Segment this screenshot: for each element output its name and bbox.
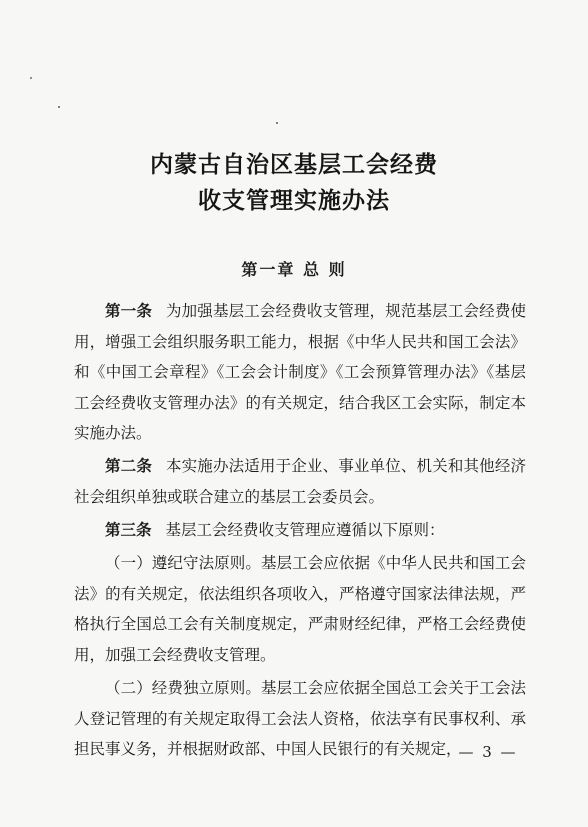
- paragraph-text: 本实施办法适用于企业、事业单位、机关和其他经济社会组织单独或联合建立的基层工会委员会。: [74, 457, 526, 507]
- paragraph-text: （一）遵纪守法原则。基层工会应依据《中华人民共和国工会法》的有关规定，依法组织各项收入，严格遵守国家法律法规，严格执行全国总工会有关制度规定，严肃财经纪律，严格工会经费使用，加强工会经费收支管理。: [74, 554, 526, 665]
- paragraph-article-2: [74, 451, 526, 512]
- paragraph-text: 基层工会经费收支管理应遵循以下原则：: [165, 521, 445, 540]
- article-label: 第一条: [105, 302, 152, 320]
- article-label: 第三条: [105, 521, 152, 540]
- chapter-heading: 第一章 总 则: [241, 260, 347, 279]
- paragraph-clause-1: [74, 548, 526, 670]
- document-title-line-1: 内蒙古自治区基层工会经费: [150, 152, 438, 178]
- paragraph-text: （二）经费独立原则。基层工会应依据全国总工会关于工会法人登记管理的有关规定取得工会法人资格，依法享有民事权利、承担民事义务，并根据财政部、中国人民银行的有关规定，: [74, 679, 526, 759]
- paragraph-article-1: [74, 296, 526, 449]
- page-number: — 3 —: [458, 743, 518, 761]
- document-body: [74, 296, 526, 767]
- paragraph-text: 为加强基层工会经费收支管理，规范基层工会经费使用，增强工会组织服务职工能力，根据《中华人民共和国工会法》和《中国工会章程》《工会会计制度》《工会预算管理办法》《基层工会经费收支管理办法》的有关规定，结合我区工会实际，制定本实施办法。: [74, 302, 526, 443]
- article-label: 第二条: [105, 457, 152, 476]
- document-title-line-2: 收支管理实施办法: [198, 188, 390, 214]
- paragraph-article-3: [74, 515, 526, 546]
- scan-speck: [30, 77, 32, 79]
- scan-speck: [58, 106, 60, 108]
- scan-speck: [276, 122, 278, 124]
